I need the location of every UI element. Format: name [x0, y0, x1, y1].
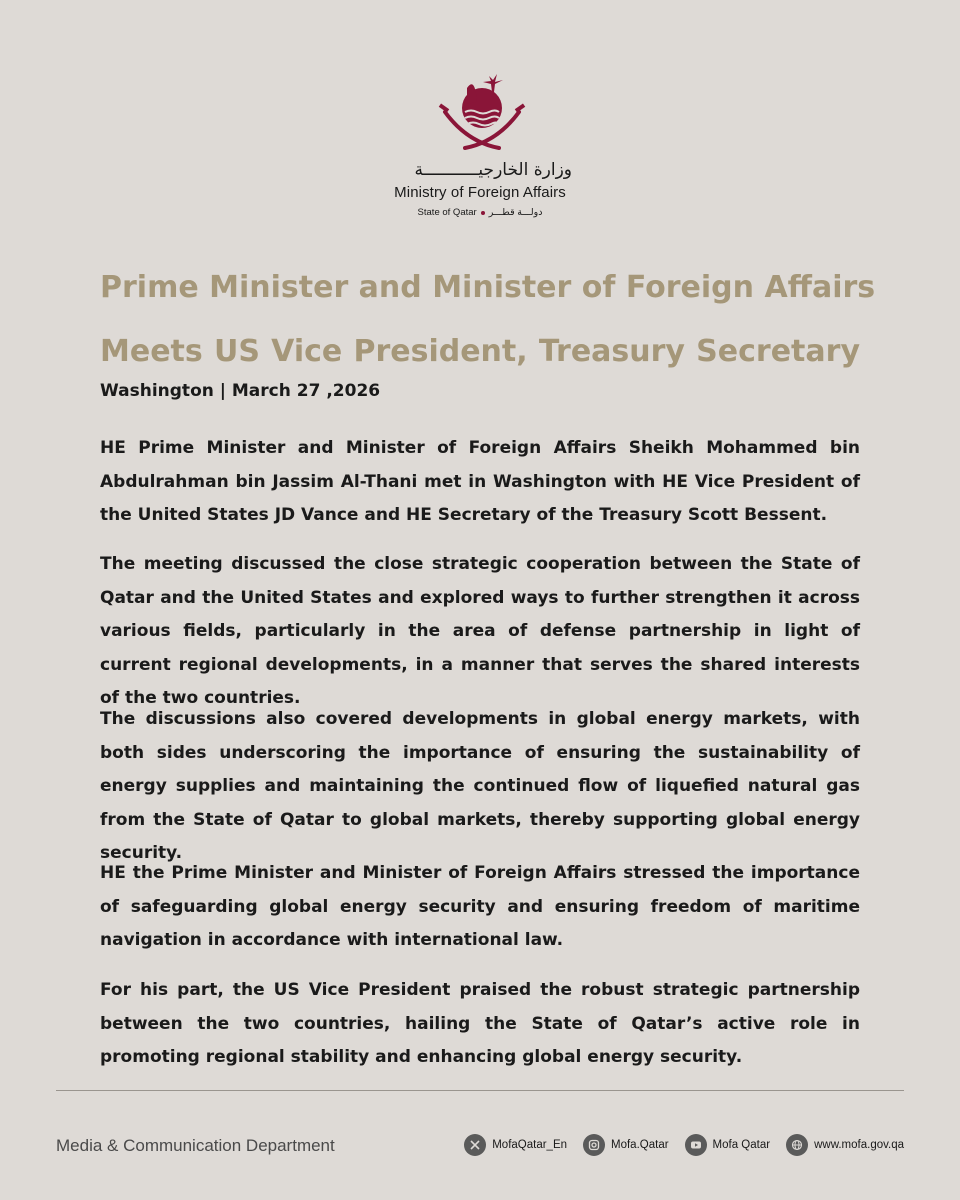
globe-icon: [786, 1134, 808, 1156]
instagram-link[interactable]: [583, 1134, 669, 1156]
headline-line-2: Meets US Vice President, Treasury Secretary: [100, 334, 860, 369]
paragraph-2: The meeting discussed the close strategic cooperation between the State of Qatar and the United States and explored ways to further strengthen it across various fields, particularly in the area of defense partnership in light of current regional developments, in a manner that serves the shared interests of the two countries.: [100, 554, 860, 708]
dateline: Washington | March 27 ,2026: [100, 381, 381, 401]
social-links: [464, 1134, 904, 1156]
website-link[interactable]: [786, 1134, 904, 1156]
youtube-handle: Mofa Qatar: [712, 1139, 771, 1151]
x-link[interactable]: [464, 1134, 567, 1156]
instagram-handle: Mofa.Qatar: [611, 1139, 669, 1151]
website-url: www.mofa.gov.qa: [814, 1139, 904, 1151]
x-handle: MofaQatar_En: [492, 1139, 568, 1151]
state-of-qatar-line: [418, 207, 543, 218]
ministry-name-english: Ministry of Foreign Affairs: [394, 184, 566, 201]
youtube-icon: [685, 1134, 707, 1156]
ministry-logo: [0, 72, 960, 218]
headline: [100, 256, 876, 384]
paragraph-1: HE Prime Minister and Minister of Foreign Affairs Sheikh Mohammed bin Abdulrahman bin Jassim Al-Thani met in Washington with HE Vice President of the United States JD Vance and HE Secretary of the Treasury Scott Bessent.: [100, 438, 860, 525]
instagram-icon: [583, 1134, 605, 1156]
paragraph-4: HE the Prime Minister and Minister of Foreign Affairs stressed the importance of safeguarding global energy security and ensuring freedom of maritime navigation in accordance with international law.: [100, 863, 860, 950]
paragraph-5: For his part, the US Vice President praised the robust strategic partnership between the two countries, hailing the State of Qatar’s active role in promoting regional stability and enhancing global energy security.: [100, 980, 860, 1067]
ministry-name-arabic: وزارة الخارجيـــــــــــة: [414, 160, 572, 180]
state-name-arabic: دولـــة قطـــر: [488, 207, 543, 218]
footer-divider: [56, 1090, 904, 1091]
youtube-link[interactable]: [685, 1134, 771, 1156]
headline-line-1: Prime Minister and Minister of Foreign Affairs: [100, 270, 876, 305]
department-name: Media & Communication Department: [56, 1136, 335, 1155]
x-icon: [464, 1134, 486, 1156]
paragraph-3: The discussions also covered developments in global energy markets, with both sides underscoring the importance of ensuring the sustainability of energy supplies and maintaining the continued flow of liquefied natural gas from the State of Qatar to global markets, thereby supporting global energy security.: [100, 709, 860, 863]
separator-dot: [481, 211, 485, 215]
state-name-english: State of Qatar: [417, 207, 477, 218]
qatar-emblem-icon: [437, 72, 527, 154]
